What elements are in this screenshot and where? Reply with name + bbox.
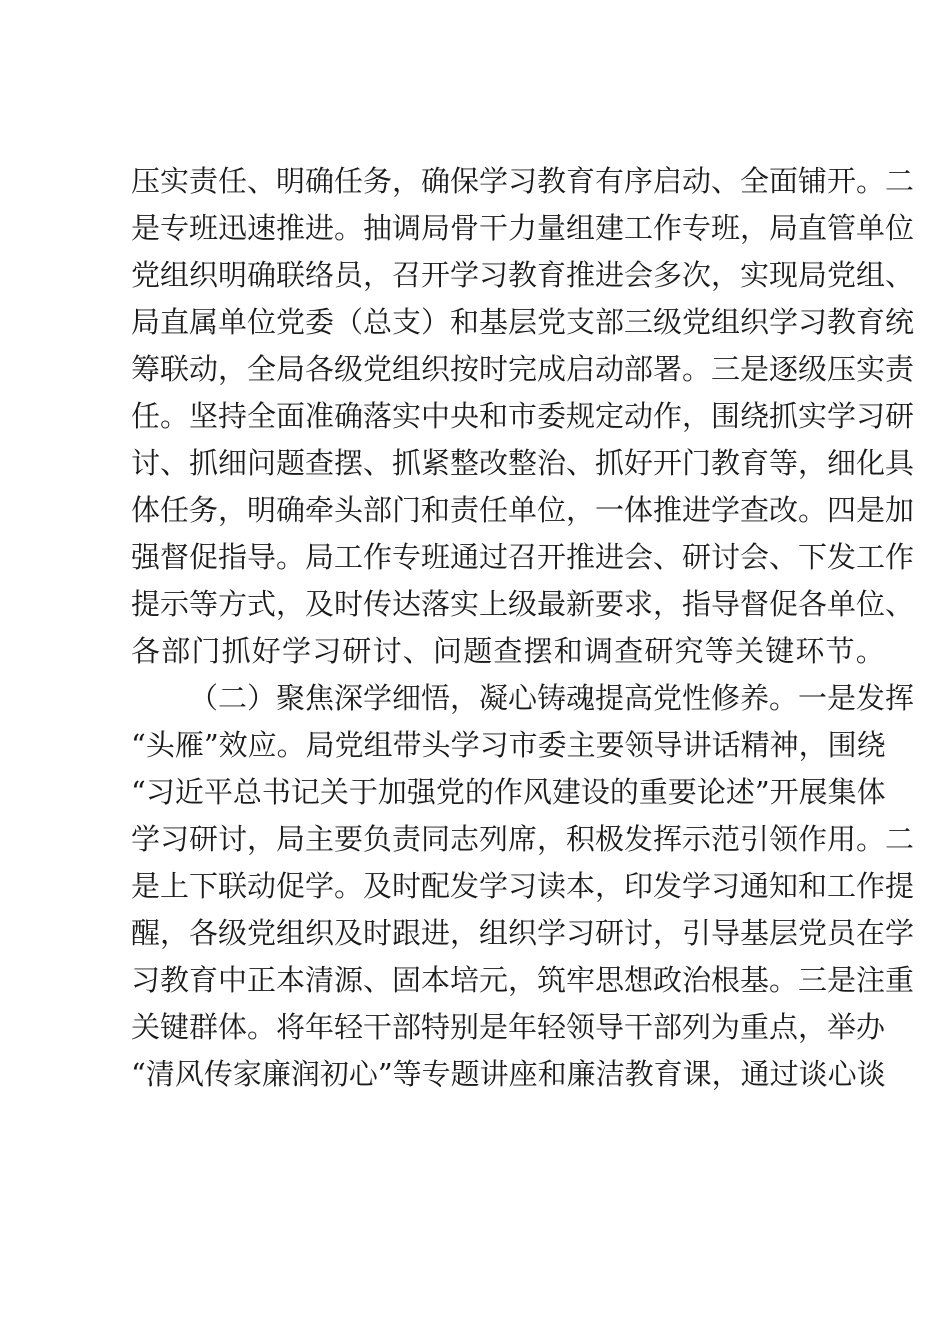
paragraph-line: 党组织明确联络员，召开学习教育推进会多次，实现局党组、: [131, 258, 915, 292]
paragraph-line: 学习研讨，局主要负责同志列席，积极发挥示范引领作用。二: [131, 822, 915, 856]
paragraph-line: 关键群体。将年轻干部特别是年轻领导干部列为重点，举办: [131, 1010, 886, 1044]
paragraph-line: 习教育中正本清源、固本培元，筑牢思想政治根基。三是注重: [131, 963, 915, 997]
paragraph-line: “清风传家廉润初心”等专题讲座和廉洁教育课，通过谈心谈: [131, 1057, 886, 1091]
paragraph-line: 讨、抓细问题查摆、抓紧整改整治、抓好开门教育等，细化具: [131, 446, 915, 480]
paragraph-line: 强督促指导。局工作专班通过召开推进会、研讨会、下发工作: [131, 540, 915, 574]
paragraph-line: 醒，各级党组织及时跟进，组织学习研讨，引导基层党员在学: [131, 916, 915, 950]
section-heading-line: （二）聚焦深学细悟，凝心铸魂提高党性修养。一是发挥: [189, 681, 915, 715]
paragraph-line: “头雁”效应。局党组带头学习市委主要领导讲话精神，围绕: [131, 728, 886, 762]
paragraph-line: 筹联动，全局各级党组织按时完成启动部署。三是逐级压实责: [131, 352, 915, 386]
paragraph-line: 提示等方式，及时传达落实上级最新要求，指导督促各单位、: [131, 587, 915, 621]
paragraph-line: 是上下联动促学。及时配发学习读本，印发学习通知和工作提: [131, 869, 915, 903]
paragraph-line: 压实责任、明确任务，确保学习教育有序启动、全面铺开。二: [131, 164, 915, 198]
paragraph-line: 任。坚持全面准确落实中央和市委规定动作，围绕抓实学习研: [131, 399, 915, 433]
paragraph-line: 各部门抓好学习研讨、问题查摆和调查研究等关键环节。: [131, 634, 887, 668]
paragraph-line: 局直属单位党委（总支）和基层党支部三级党组织学习教育统: [131, 305, 915, 339]
paragraph-line: “习近平总书记关于加强党的作风建设的重要论述”开展集体: [131, 775, 886, 809]
paragraph-line: 体任务，明确牵头部门和责任单位，一体推进学查改。四是加: [131, 493, 915, 527]
paragraph-line: 是专班迅速推进。抽调局骨干力量组建工作专班，局直管单位: [131, 211, 915, 245]
